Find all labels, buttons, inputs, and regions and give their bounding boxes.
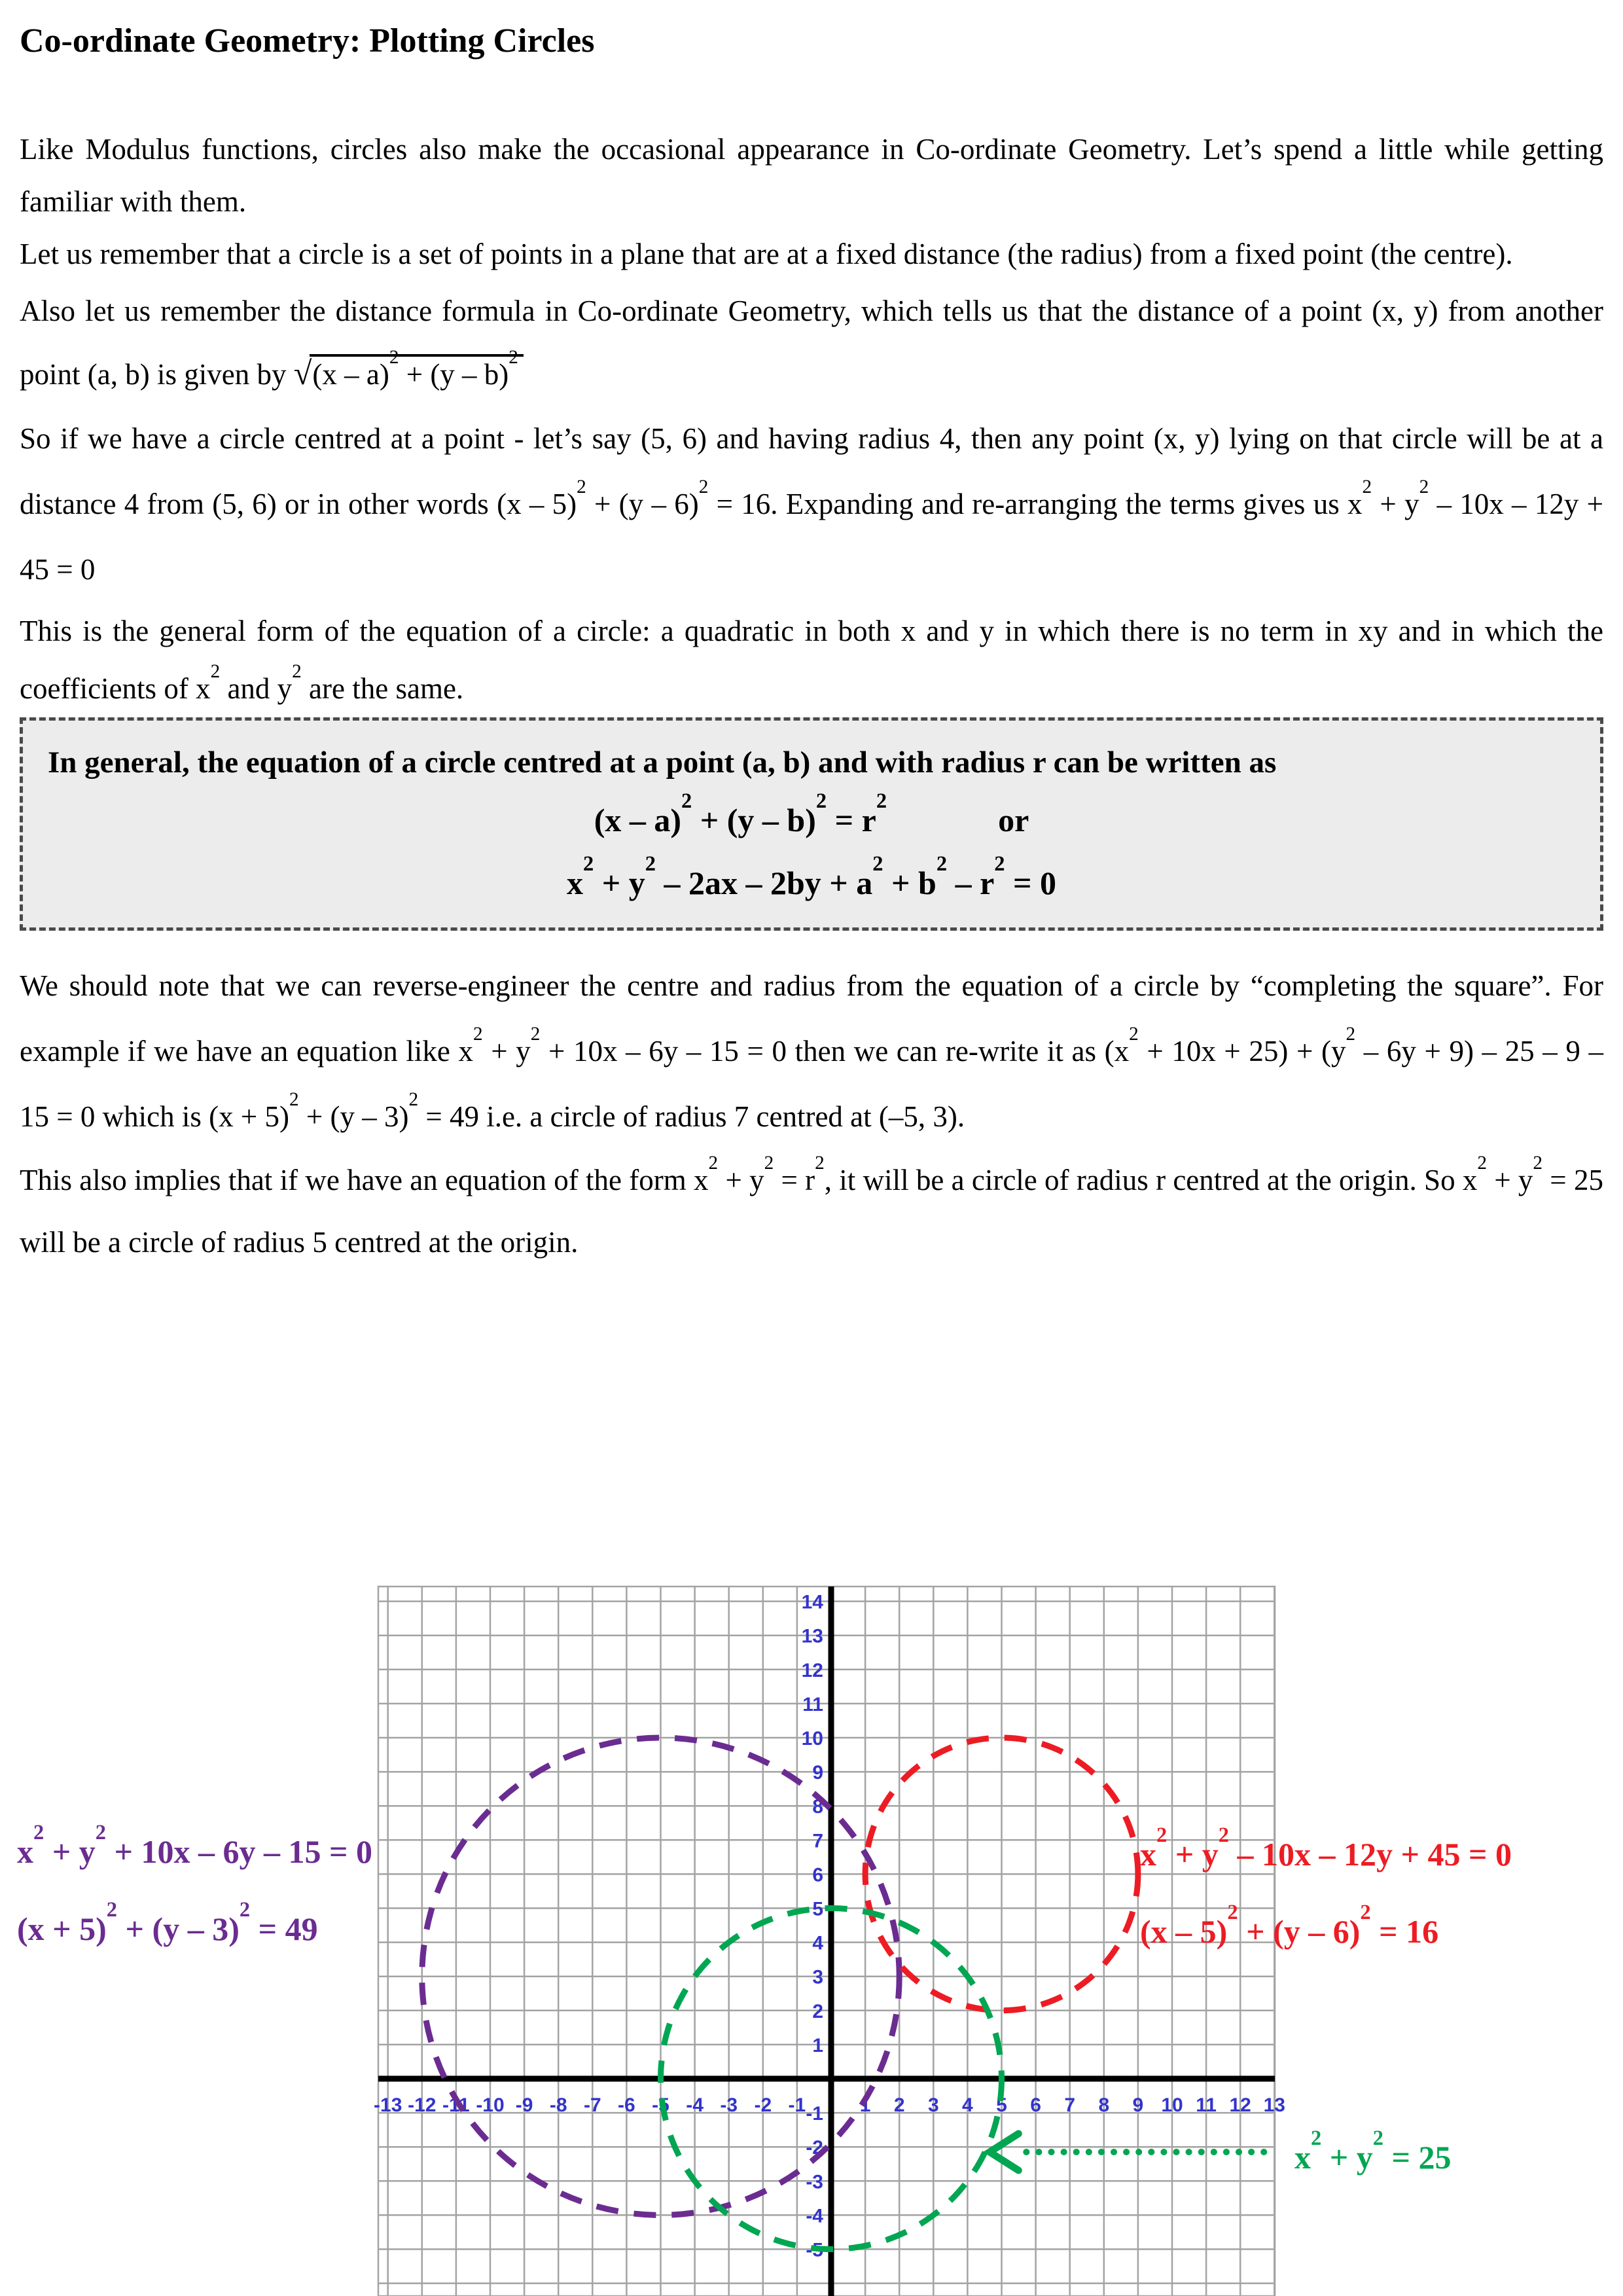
coordinate-plot: [0, 1585, 1623, 2296]
purple-circle-label: [17, 1813, 372, 1967]
purple-equation-general: $x^2 + y^2 + 10x - 6y - 15 = 0$: [17, 1821, 372, 1870]
svg-text:7: 7: [1064, 2094, 1076, 2116]
svg-text:-12: -12: [408, 2094, 437, 2116]
svg-text:4: 4: [962, 2094, 973, 2116]
paragraph-origin-circle: This also implies that if we have an equation of the form $x^2 + y^2 = r^2$, it will be a circle of radius r centred at the origin. So $x^2 + y^2 = 25$ will be a circle of radius 5 centred at the origin.: [20, 1152, 1603, 1259]
svg-text:-5: -5: [652, 2094, 669, 2116]
svg-text:5: 5: [812, 1898, 823, 1920]
svg-text:-1: -1: [788, 2094, 806, 2116]
svg-text:-13: -13: [374, 2094, 402, 2116]
svg-text:12: 12: [801, 1659, 823, 1681]
svg-text:11: 11: [1196, 2094, 1217, 2116]
general-form-equation-standard: [48, 789, 1575, 852]
svg-text:9: 9: [812, 1762, 823, 1784]
paragraph-distance-formula: [20, 280, 1603, 406]
svg-text:-10: -10: [476, 2094, 505, 2116]
paragraph-general-form-note: This is the general form of the equation of a circle: a quadratic in both x and y in which there is no term in xy and in which the coefficients of $x^2$ and $y^2$ are the same.: [20, 615, 1603, 705]
svg-text:-8: -8: [549, 2094, 567, 2116]
svg-text:1: 1: [859, 2094, 871, 2116]
red-equation-standard: (x – 5)$^2$ + (y – 6)$^2$ = 16: [1140, 1901, 1439, 1950]
svg-text:2: 2: [893, 2094, 905, 2116]
svg-text:-3: -3: [720, 2094, 738, 2116]
paragraph-example-circle: So if we have a circle centred at a point - let’s say (5, 6) and having radius 4, then any point (x, y) lying on that circle will be at a distance 4 from (5, 6) or in other words (x – 5)$^2$ + (y – 6)$^2$ = 16. Expanding and re-arranging the terms gives us $x^2 + y^2 - 10x - 12y + 45 = 0$: [20, 422, 1603, 586]
svg-text:-2: -2: [806, 2137, 823, 2159]
distance-formula-lead: Also let us remember the distance formula in Co-ordinate Geometry, which tells us that the distance of a point (x, y) from another point (a, b) is given by: [20, 295, 1603, 391]
or-label: or: [998, 802, 1029, 838]
svg-text:-2: -2: [754, 2094, 772, 2116]
svg-text:-4: -4: [806, 2205, 823, 2227]
red-equation-general: $x^2 + y^2 - 10x - 12y + 45 = 0$: [1140, 1823, 1512, 1873]
svg-text:-11: -11: [442, 2094, 470, 2116]
svg-text:-1: -1: [806, 2103, 823, 2125]
svg-text:7: 7: [812, 1830, 823, 1852]
svg-text:13: 13: [1263, 2094, 1285, 2116]
svg-text:5: 5: [996, 2094, 1007, 2116]
general-form-equation-expanded: $x^2 + y^2 - 2ax - 2by + a^2 + b^2 - r^2 = 0$: [566, 852, 1057, 901]
svg-text:-9: -9: [515, 2094, 533, 2116]
svg-text:11: 11: [802, 1693, 823, 1715]
svg-text:3: 3: [927, 2094, 939, 2116]
svg-text:6: 6: [812, 1864, 823, 1886]
paragraph-completing-square: We should note that we can reverse-engineer the centre and radius from the equation of a circle by “completing the square”. For example if we have an equation like $x^2 + y^2 + 10x - 6y - 15 = 0$ then we can re-write it as $(x^2 + 10x + 25) + (y^2 - 6y + 9) - 25 - 9 - 15 = 0$ which is $(x + 5)^2 + (y - 3)^2 = 49$ i.e. a circle of radius 7 centred at (–5, 3).: [20, 969, 1603, 1133]
svg-text:10: 10: [1161, 2094, 1183, 2116]
green-circle-label: $x^2 + y^2 = 25$: [1294, 2126, 1452, 2176]
svg-text:1: 1: [812, 2034, 823, 2056]
svg-text:14: 14: [801, 1591, 823, 1613]
svg-text:4: 4: [812, 1932, 823, 1954]
svg-text:13: 13: [801, 1625, 823, 1647]
svg-text:8: 8: [1098, 2094, 1110, 2116]
paragraph-intro: Like Modulus functions, circles also make the occasional appearance in Co-ordinate Geometry. Let’s spend a little while getting familiar with them.: [20, 133, 1603, 218]
purple-equation-standard: $(x + 5)^2 + (y - 3)^2 = 49$: [17, 1898, 318, 1947]
paragraph-circle-definition: Let us remember that a circle is a set of points in a plane that are at a fixed distance (the radius) from a fixed point (the centre).: [20, 238, 1513, 270]
svg-text:6: 6: [1030, 2094, 1041, 2116]
svg-text:10: 10: [801, 1728, 823, 1749]
svg-text:12: 12: [1229, 2094, 1251, 2116]
radicand-expression: (x – a)$^2$ + (y – b)$^2$: [310, 354, 524, 391]
svg-text:-7: -7: [583, 2094, 601, 2116]
svg-text:-5: -5: [806, 2239, 823, 2261]
svg-text:3: 3: [812, 1966, 823, 1988]
svg-text:8: 8: [812, 1796, 823, 1818]
general-form-box: [20, 717, 1603, 931]
distance-formula-radical: [293, 346, 524, 391]
radical-sign: √: [293, 355, 310, 391]
svg-text:-4: -4: [686, 2094, 704, 2116]
svg-text:2: 2: [812, 2000, 823, 2022]
svg-text:9: 9: [1132, 2094, 1144, 2116]
svg-text:-6: -6: [618, 2094, 635, 2116]
general-form-box-intro: In general, the equation of a circle centred at a point (a, b) and with radius r can be written as: [48, 745, 1277, 780]
svg-text:-3: -3: [806, 2171, 823, 2193]
standard-form-equation: $(x - a)^2 + (y - b)^2 = r^2$: [594, 789, 887, 838]
red-circle-label: [1140, 1816, 1512, 1970]
page-title: Co-ordinate Geometry: Plotting Circles: [20, 22, 595, 60]
